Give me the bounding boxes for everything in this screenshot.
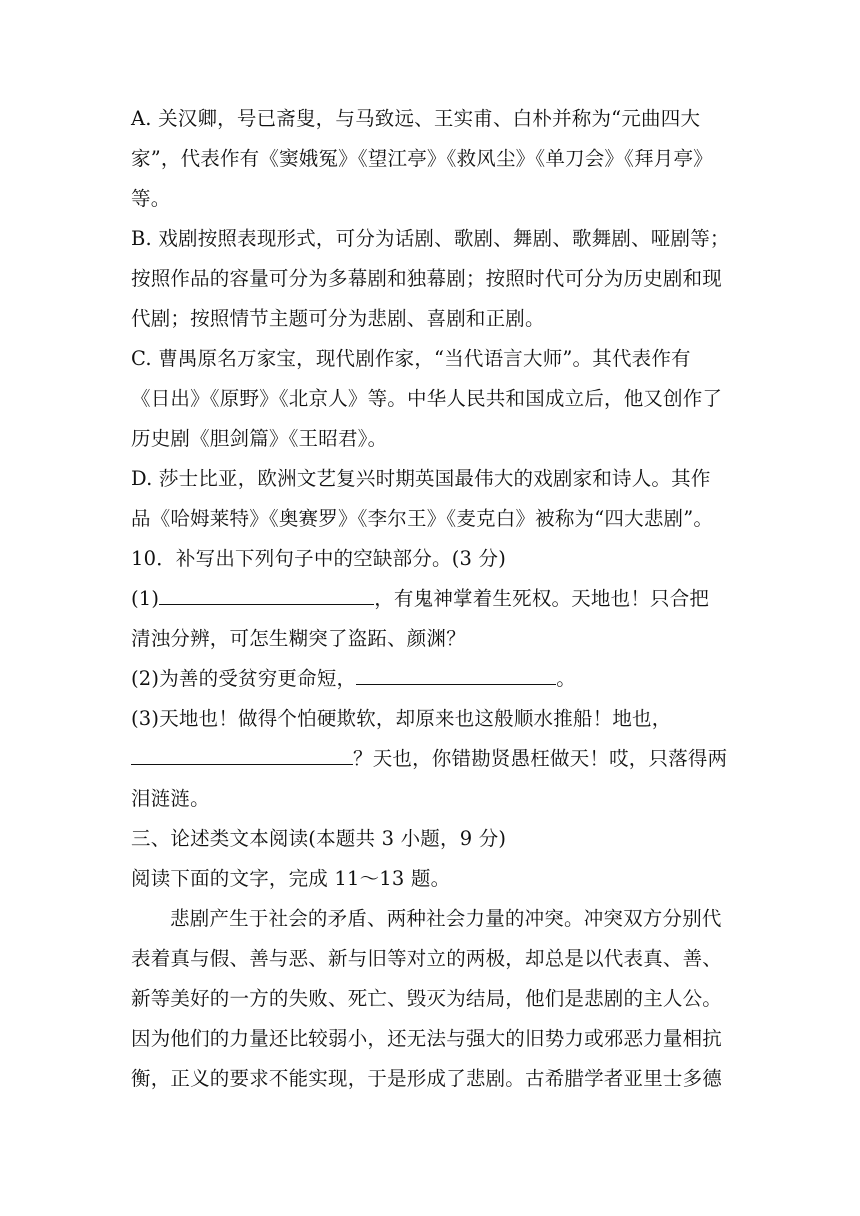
option-d-line-1: D. 莎士比亚，欧洲文艺复兴时期英国最伟大的戏剧家和诗人。其作 [131, 467, 711, 490]
q3-suffix: ？天也，你错勘贤愚枉做天！哎，只落得两 [353, 747, 728, 770]
passage-line-5: 衡，正义的要求不能实现，于是形成了悲剧。古希腊学者亚里士多德 [131, 1067, 723, 1090]
q2-answer-blank[interactable] [356, 667, 556, 685]
question-10-item-1 [131, 587, 731, 611]
q3-continuation: 泪涟涟。 [131, 787, 210, 810]
passage-line-2: 表着真与假、善与恶、新与旧等对立的两极，却总是以代表真、善、 [131, 947, 723, 970]
passage-line-1: 悲剧产生于社会的矛盾、两种社会力量的冲突。冲突双方分别代 [170, 907, 722, 930]
q3-answer-blank[interactable] [131, 747, 353, 765]
option-b-line-1: B. 戏剧按照表现形式，可分为话剧、歌剧、舞剧、歌舞剧、哑剧等； [131, 227, 730, 250]
option-b-line-3: 代剧；按照情节主题可分为悲剧、喜剧和正剧。 [131, 307, 545, 330]
q1-continuation: 清浊分辨，可怎生糊突了盗跖、颜渊？ [131, 627, 466, 650]
passage-line-3: 新等美好的一方的失败、死亡、毁灭为结局，他们是悲剧的主人公。 [131, 987, 723, 1010]
q2-prefix: (2)为善的受贫穷更命短， [131, 667, 357, 690]
option-d-line-2: 品《哈姆莱特》《奥赛罗》《李尔王》《麦克白》被称为“四大悲剧”。 [131, 507, 714, 530]
reading-instruction: 阅读下面的文字，完成 11～13 题。 [131, 867, 451, 890]
option-a-line-3: 等。 [131, 187, 171, 210]
option-b-line-2: 按照作品的容量可分为多幕剧和独幕剧；按照时代可分为历史剧和现 [131, 267, 723, 290]
option-a-line-1: A. 关汉卿，号已斋叟，与马致远、王实甫、白朴并称为“元曲四大 [131, 107, 701, 130]
q1-suffix: ，有鬼神掌着生死权。天地也！只合把 [374, 587, 710, 610]
q3-line-2 [131, 747, 731, 771]
q1-prefix: (1) [131, 587, 160, 610]
section-heading: 三、论述类文本阅读(本题共 3 小题，9 分) [131, 827, 507, 850]
option-c-line-3: 历史剧《胆剑篇》《王昭君》。 [131, 427, 388, 450]
q1-answer-blank[interactable] [159, 587, 374, 605]
q2-suffix: 。 [556, 667, 576, 690]
option-c-line-2: 《日出》《原野》《北京人》等。中华人民共和国成立后，他又创作了 [131, 387, 723, 410]
question-10-item-2 [131, 667, 731, 691]
passage-line-4: 因为他们的力量还比较弱小，还无法与强大的旧势力或邪恶力量相抗 [131, 1027, 723, 1050]
question-10-item-3: (3)天地也！做得个怕硬欺软，却原来也这般顺水推船！地也， [131, 707, 672, 730]
question-10-heading: 10．补写出下列句子中的空缺部分。(3 分) [131, 547, 507, 570]
option-c-line-1: C. 曹禺原名万家宝，现代剧作家，“当代语言大师”。其代表作有 [131, 347, 691, 370]
option-a-line-2: 家”，代表作有《窦娥冤》《望江亭》《救风尘》《单刀会》《拜月亭》 [131, 147, 713, 170]
